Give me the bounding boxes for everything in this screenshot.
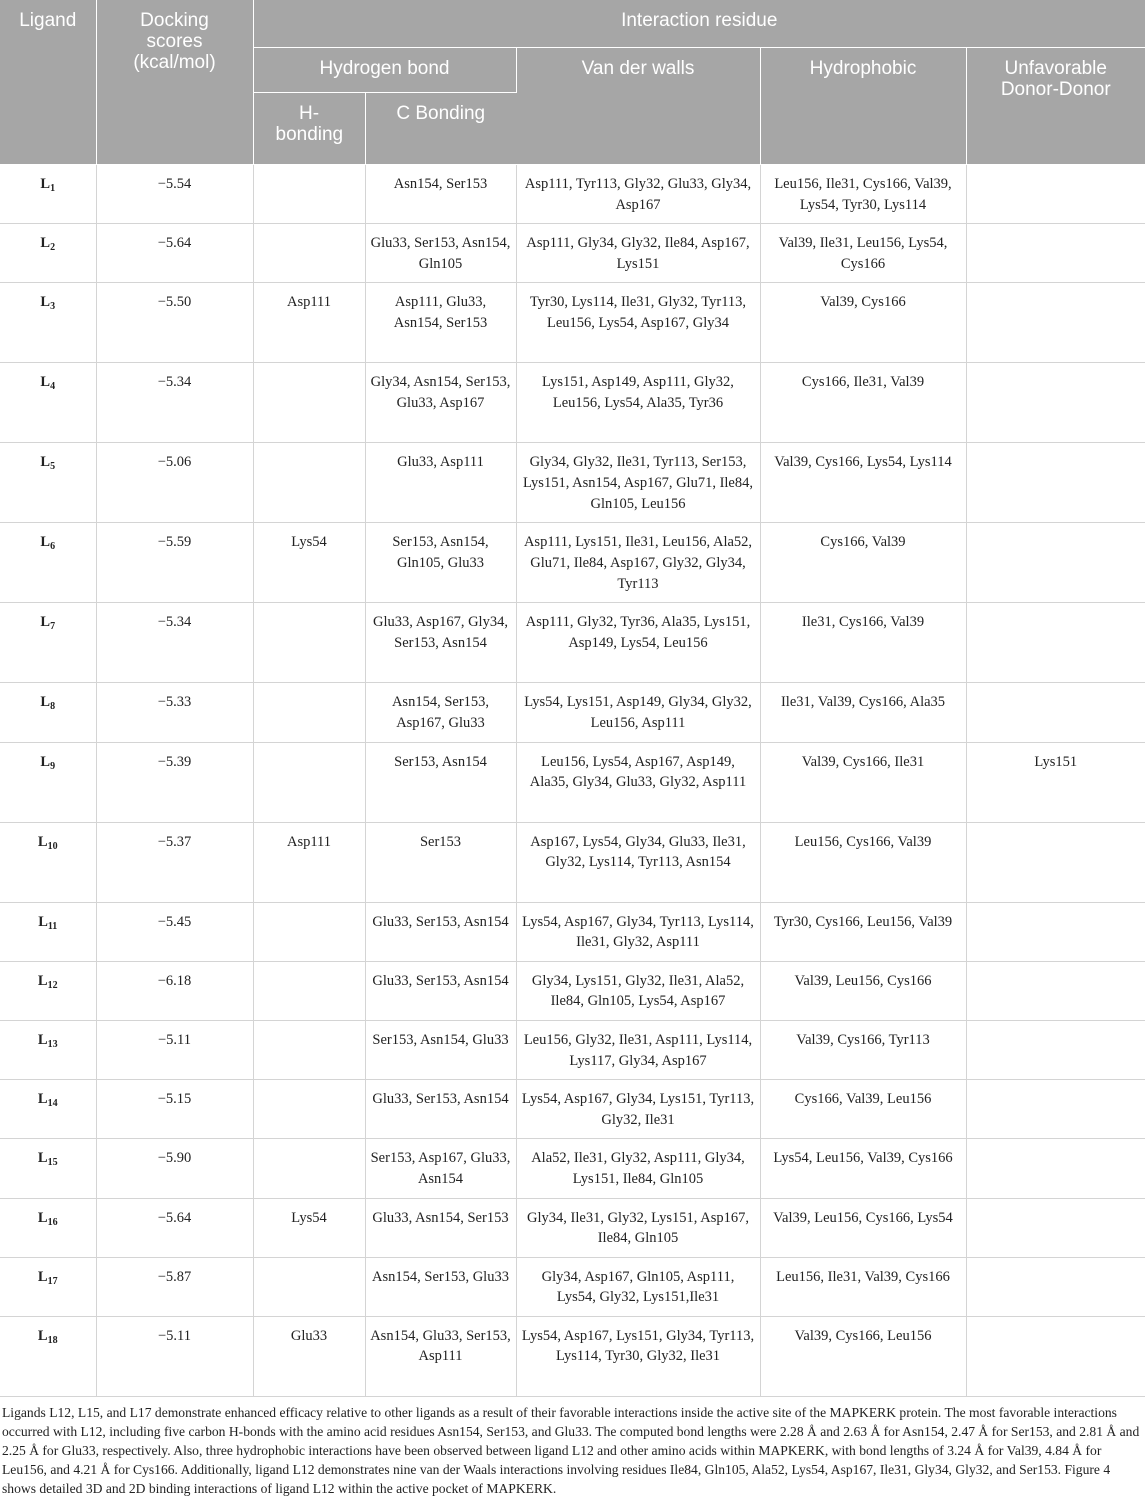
ligand-label: L xyxy=(37,1031,48,1048)
ligand-cell xyxy=(0,961,96,1020)
van-der-walls-cell: Gly34, Gly32, Ile31, Tyr113, Ser153, Lys151, Asn154, Asp167, Glu71, Ile84, Gln105, Leu156 xyxy=(516,443,760,523)
unfavorable-cell xyxy=(966,902,1145,961)
ligand-cell xyxy=(0,902,96,961)
ligand-cell xyxy=(0,1316,96,1396)
ligand-label: L xyxy=(40,753,51,770)
ligand-cell xyxy=(0,742,96,822)
ligand-cell xyxy=(0,224,96,283)
ligand-subscript: 2 xyxy=(50,242,56,254)
van-der-walls-cell: Tyr30, Lys114, Ile31, Gly32, Tyr113, Leu156, Lys54, Asp167, Gly34 xyxy=(516,283,760,363)
van-der-walls-cell: Lys54, Asp167, Lys151, Gly34, Tyr113, Lys114, Tyr30, Gly32, Ile31 xyxy=(516,1316,760,1396)
ligand-label: L xyxy=(40,614,51,631)
unfavorable-cell: Lys151 xyxy=(966,742,1145,822)
h-bonding-cell xyxy=(253,742,365,822)
h-bonding-cell xyxy=(253,902,365,961)
ligand-subscript: 6 xyxy=(50,541,56,553)
ligand-label: L xyxy=(37,833,48,850)
h-bonding-cell: Glu33 xyxy=(253,1316,365,1396)
unfavorable-cell xyxy=(966,1020,1145,1079)
header-h-bonding: H-bonding xyxy=(253,93,365,165)
h-bonding-cell xyxy=(253,1080,365,1139)
hydrophobic-cell: Val39, Cys166, Lys54, Lys114 xyxy=(760,443,966,523)
unfavorable-cell xyxy=(966,283,1145,363)
c-bonding-cell: Gly34, Asn154, Ser153, Glu33, Asp167 xyxy=(365,363,516,443)
header-ligand: Ligand xyxy=(0,0,96,165)
ligand-cell xyxy=(0,1020,96,1079)
table-row xyxy=(0,1316,1145,1396)
unfavorable-cell xyxy=(966,443,1145,523)
ligand-cell xyxy=(0,283,96,363)
ligand-subscript: 15 xyxy=(47,1157,58,1169)
van-der-walls-cell: Asp111, Tyr113, Gly32, Glu33, Gly34, Asp167 xyxy=(516,165,760,224)
c-bonding-cell: Asn154, Ser153, Glu33 xyxy=(365,1257,516,1316)
ligand-subscript: 18 xyxy=(47,1334,58,1346)
h-bonding-cell: Asp111 xyxy=(253,283,365,363)
van-der-walls-cell: Gly34, Lys151, Gly32, Ile31, Ala52, Ile84, Gln105, Lys54, Asp167 xyxy=(516,961,760,1020)
c-bonding-cell: Asn154, Glu33, Ser153, Asp111 xyxy=(365,1316,516,1396)
c-bonding-cell: Glu33, Asp167, Gly34, Ser153, Asn154 xyxy=(365,603,516,683)
hydrophobic-cell: Tyr30, Cys166, Leu156, Val39 xyxy=(760,902,966,961)
ligand-label: L xyxy=(40,694,51,711)
c-bonding-cell: Glu33, Ser153, Asn154 xyxy=(365,961,516,1020)
van-der-walls-cell: Lys54, Asp167, Gly34, Tyr113, Lys114, Ile31, Gly32, Asp111 xyxy=(516,902,760,961)
ligand-label: L xyxy=(37,1268,48,1285)
ligand-label: L xyxy=(37,972,48,989)
score-cell: −5.54 xyxy=(96,165,253,224)
c-bonding-cell: Asn154, Ser153 xyxy=(365,165,516,224)
score-cell: −5.06 xyxy=(96,443,253,523)
c-bonding-cell: Asn154, Ser153, Asp167, Glu33 xyxy=(365,683,516,742)
c-bonding-cell: Asp111, Glu33, Asn154, Ser153 xyxy=(365,283,516,363)
unfavorable-cell xyxy=(966,224,1145,283)
ligand-label: L xyxy=(40,454,51,471)
table-row xyxy=(0,363,1145,443)
ligand-subscript: 1 xyxy=(50,183,56,194)
c-bonding-cell: Ser153, Asp167, Glu33, Asn154 xyxy=(365,1139,516,1198)
table-row xyxy=(0,1080,1145,1139)
unfavorable-cell xyxy=(966,1316,1145,1396)
table-row xyxy=(0,683,1145,742)
unfavorable-cell xyxy=(966,363,1145,443)
header-hydrophobic: Hydrophobic xyxy=(760,48,966,165)
h-bonding-cell xyxy=(253,443,365,523)
table-row xyxy=(0,1020,1145,1079)
hydrophobic-cell: Val39, Cys166, Leu156 xyxy=(760,1316,966,1396)
van-der-walls-cell: Asp111, Lys151, Ile31, Leu156, Ala52, Glu71, Ile84, Asp167, Gly32, Gly34, Tyr113 xyxy=(516,523,760,603)
c-bonding-cell: Ser153, Asn154, Glu33 xyxy=(365,1020,516,1079)
unfavorable-cell xyxy=(966,165,1145,224)
score-cell: −5.34 xyxy=(96,603,253,683)
van-der-walls-cell: Leu156, Gly32, Ile31, Asp111, Lys114, Lys117, Gly34, Asp167 xyxy=(516,1020,760,1079)
header-unfavorable: Unfavorable Donor-Donor xyxy=(966,48,1145,165)
c-bonding-cell: Glu33, Asp111 xyxy=(365,443,516,523)
score-cell: −5.33 xyxy=(96,683,253,742)
hydrophobic-cell: Ile31, Val39, Cys166, Ala35 xyxy=(760,683,966,742)
ligand-subscript: 4 xyxy=(50,381,56,393)
ligand-cell xyxy=(0,1257,96,1316)
hydrophobic-cell: Leu156, Cys166, Val39 xyxy=(760,822,966,902)
ligand-subscript: 13 xyxy=(47,1038,58,1050)
van-der-walls-cell: Asp111, Gly32, Tyr36, Ala35, Lys151, Asp149, Lys54, Leu156 xyxy=(516,603,760,683)
ligand-label: L xyxy=(40,235,51,252)
ligand-subscript: 11 xyxy=(47,920,58,932)
ligand-subscript: 12 xyxy=(47,979,58,991)
h-bonding-cell: Lys54 xyxy=(253,523,365,603)
table-row xyxy=(0,523,1145,603)
hydrophobic-cell: Val39, Leu156, Cys166, Lys54 xyxy=(760,1198,966,1257)
score-cell: −5.64 xyxy=(96,1198,253,1257)
table-row xyxy=(0,443,1145,523)
score-cell: −5.39 xyxy=(96,742,253,822)
table-header xyxy=(0,0,1145,165)
ligand-subscript: 17 xyxy=(47,1275,58,1287)
ligand-subscript: 3 xyxy=(50,301,56,313)
ligand-label: L xyxy=(40,534,51,551)
hydrophobic-cell: Cys166, Ile31, Val39 xyxy=(760,363,966,443)
score-cell: −6.18 xyxy=(96,961,253,1020)
score-cell: −5.45 xyxy=(96,902,253,961)
score-cell: −5.87 xyxy=(96,1257,253,1316)
header-docking-scores: Docking scores (kcal/mol) xyxy=(96,0,253,165)
hydrophobic-cell: Val39, Cys166, Ile31 xyxy=(760,742,966,822)
unfavorable-cell xyxy=(966,961,1145,1020)
hydrophobic-cell: Cys166, Val39 xyxy=(760,523,966,603)
van-der-walls-cell: Lys151, Asp149, Asp111, Gly32, Leu156, Lys54, Ala35, Tyr36 xyxy=(516,363,760,443)
h-bonding-cell xyxy=(253,683,365,742)
van-der-walls-cell: Gly34, Asp167, Gln105, Asp111, Lys54, Gly32, Lys151,Ile31 xyxy=(516,1257,760,1316)
score-cell: −5.11 xyxy=(96,1020,253,1079)
score-cell: −5.37 xyxy=(96,822,253,902)
h-bonding-cell xyxy=(253,1257,365,1316)
hydrophobic-cell: Val39, Cys166 xyxy=(760,283,966,363)
h-bonding-cell xyxy=(253,961,365,1020)
hydrophobic-cell: Ile31, Cys166, Val39 xyxy=(760,603,966,683)
unfavorable-cell xyxy=(966,523,1145,603)
table-body xyxy=(0,165,1145,1397)
hydrophobic-cell: Lys54, Leu156, Val39, Cys166 xyxy=(760,1139,966,1198)
van-der-walls-cell: Ala52, Ile31, Gly32, Asp111, Gly34, Lys151, Ile84, Gln105 xyxy=(516,1139,760,1198)
h-bonding-cell xyxy=(253,1020,365,1079)
table-row xyxy=(0,165,1145,224)
ligand-label: L xyxy=(37,1209,48,1226)
unfavorable-cell xyxy=(966,1198,1145,1257)
van-der-walls-cell: Lys54, Asp167, Gly34, Lys151, Tyr113, Gly32, Ile31 xyxy=(516,1080,760,1139)
score-cell: −5.34 xyxy=(96,363,253,443)
c-bonding-cell: Glu33, Ser153, Asn154 xyxy=(365,1080,516,1139)
table-row xyxy=(0,1139,1145,1198)
van-der-walls-cell: Gly34, Ile31, Gly32, Lys151, Asp167, Ile84, Gln105 xyxy=(516,1198,760,1257)
table-row xyxy=(0,283,1145,363)
ligand-label: L xyxy=(40,374,51,391)
unfavorable-cell xyxy=(966,683,1145,742)
unfavorable-cell xyxy=(966,1139,1145,1198)
h-bonding-cell: Asp111 xyxy=(253,822,365,902)
hydrophobic-cell: Val39, Ile31, Leu156, Lys54, Cys166 xyxy=(760,224,966,283)
ligand-cell xyxy=(0,363,96,443)
score-cell: −5.11 xyxy=(96,1316,253,1396)
table-row xyxy=(0,1198,1145,1257)
hydrophobic-cell: Leu156, Ile31, Cys166, Val39, Lys54, Tyr30, Lys114 xyxy=(760,165,966,224)
score-cell: −5.50 xyxy=(96,283,253,363)
unfavorable-cell xyxy=(966,1257,1145,1316)
ligand-subscript: 9 xyxy=(50,760,56,772)
ligand-cell xyxy=(0,1198,96,1257)
hydrophobic-cell: Val39, Leu156, Cys166 xyxy=(760,961,966,1020)
h-bonding-cell: Lys54 xyxy=(253,1198,365,1257)
score-cell: −5.90 xyxy=(96,1139,253,1198)
ligand-cell xyxy=(0,1139,96,1198)
ligand-label: L xyxy=(37,1327,48,1344)
ligand-subscript: 14 xyxy=(47,1098,58,1110)
table-row xyxy=(0,961,1145,1020)
header-interaction-residue: Interaction residue xyxy=(253,0,1145,48)
c-bonding-cell: Ser153, Asn154, Gln105, Glu33 xyxy=(365,523,516,603)
h-bonding-cell xyxy=(253,363,365,443)
h-bonding-cell xyxy=(253,165,365,224)
table-row xyxy=(0,742,1145,822)
ligand-cell xyxy=(0,603,96,683)
ligand-cell xyxy=(0,683,96,742)
ligand-cell xyxy=(0,1080,96,1139)
van-der-walls-cell: Asp111, Gly34, Gly32, Ile84, Asp167, Lys151 xyxy=(516,224,760,283)
van-der-walls-cell: Leu156, Lys54, Asp167, Asp149, Ala35, Gly34, Glu33, Gly32, Asp111 xyxy=(516,742,760,822)
ligand-subscript: 10 xyxy=(47,840,58,852)
header-van-der-walls: Van der walls xyxy=(516,48,760,165)
c-bonding-cell: Glu33, Ser153, Asn154 xyxy=(365,902,516,961)
c-bonding-cell: Ser153, Asn154 xyxy=(365,742,516,822)
unfavorable-cell xyxy=(966,1080,1145,1139)
ligand-cell xyxy=(0,822,96,902)
h-bonding-cell xyxy=(253,603,365,683)
hydrophobic-cell: Val39, Cys166, Tyr113 xyxy=(760,1020,966,1079)
header-c-bonding: C Bonding xyxy=(365,93,516,165)
ligand-subscript: 7 xyxy=(50,621,56,633)
c-bonding-cell: Glu33, Ser153, Asn154, Gln105 xyxy=(365,224,516,283)
ligand-subscript: 16 xyxy=(47,1216,58,1228)
score-cell: −5.59 xyxy=(96,523,253,603)
c-bonding-cell: Glu33, Asn154, Ser153 xyxy=(365,1198,516,1257)
ligand-label: L xyxy=(40,294,51,311)
footnote: Ligands L12, L15, and L17 demonstrate enhanced efficacy relative to other ligands as a result of their favorable interactions inside the active site of the MAPKERK protein. The most favorable interactions occurred with L12, including five carbon H-bonds with the amino acid residues Asn154, Ser153, and Glu33. The computed bond lengths were 2.28 Å and 2.63 Å for Asn154, 2.47 Å for Ser153, and 2.81 Å and 2.25 Å for Glu33, respectively. Also, three hydrophobic interactions have been observed between ligand L12 and other amino acids within MAPKERK, with bond lengths of 3.24 Å for Val39, 4.84 Å for Leu156, and 4.21 Å for Cys166. Additionally, ligand L12 demonstrates nine van der Waals interactions involving residues Ile84, Gln105, Ala52, Lys54, Asp167, Ile31, Gly34, Gly32, and Ser153. Figure 4 shows detailed 3D and 2D binding interactions of ligand L12 within the active pocket of MAPKERK. xyxy=(2,1404,1140,1496)
ligand-cell xyxy=(0,523,96,603)
ligand-subscript: 5 xyxy=(50,461,56,473)
ligand-label: L xyxy=(37,1150,48,1167)
score-cell: −5.64 xyxy=(96,224,253,283)
table-row xyxy=(0,224,1145,283)
ligand-cell xyxy=(0,443,96,523)
h-bonding-cell xyxy=(253,1139,365,1198)
table-row xyxy=(0,902,1145,961)
hydrophobic-cell: Cys166, Val39, Leu156 xyxy=(760,1080,966,1139)
ligand-cell xyxy=(0,165,96,224)
unfavorable-cell xyxy=(966,822,1145,902)
ligand-subscript: 8 xyxy=(50,701,56,713)
ligand-label: L xyxy=(38,913,48,930)
unfavorable-cell xyxy=(966,603,1145,683)
h-bonding-cell xyxy=(253,224,365,283)
ligand-label: L xyxy=(37,1091,48,1108)
ligand-label: L xyxy=(40,176,51,192)
c-bonding-cell: Ser153 xyxy=(365,822,516,902)
table-row xyxy=(0,603,1145,683)
score-cell: −5.15 xyxy=(96,1080,253,1139)
table-row xyxy=(0,822,1145,902)
van-der-walls-cell: Asp167, Lys54, Gly34, Glu33, Ile31, Gly32, Lys114, Tyr113, Asn154 xyxy=(516,822,760,902)
header-hydrogen-bond: Hydrogen bond xyxy=(253,48,516,93)
van-der-walls-cell: Lys54, Lys151, Asp149, Gly34, Gly32, Leu156, Asp111 xyxy=(516,683,760,742)
table-row xyxy=(0,1257,1145,1316)
hydrophobic-cell: Leu156, Ile31, Val39, Cys166 xyxy=(760,1257,966,1316)
